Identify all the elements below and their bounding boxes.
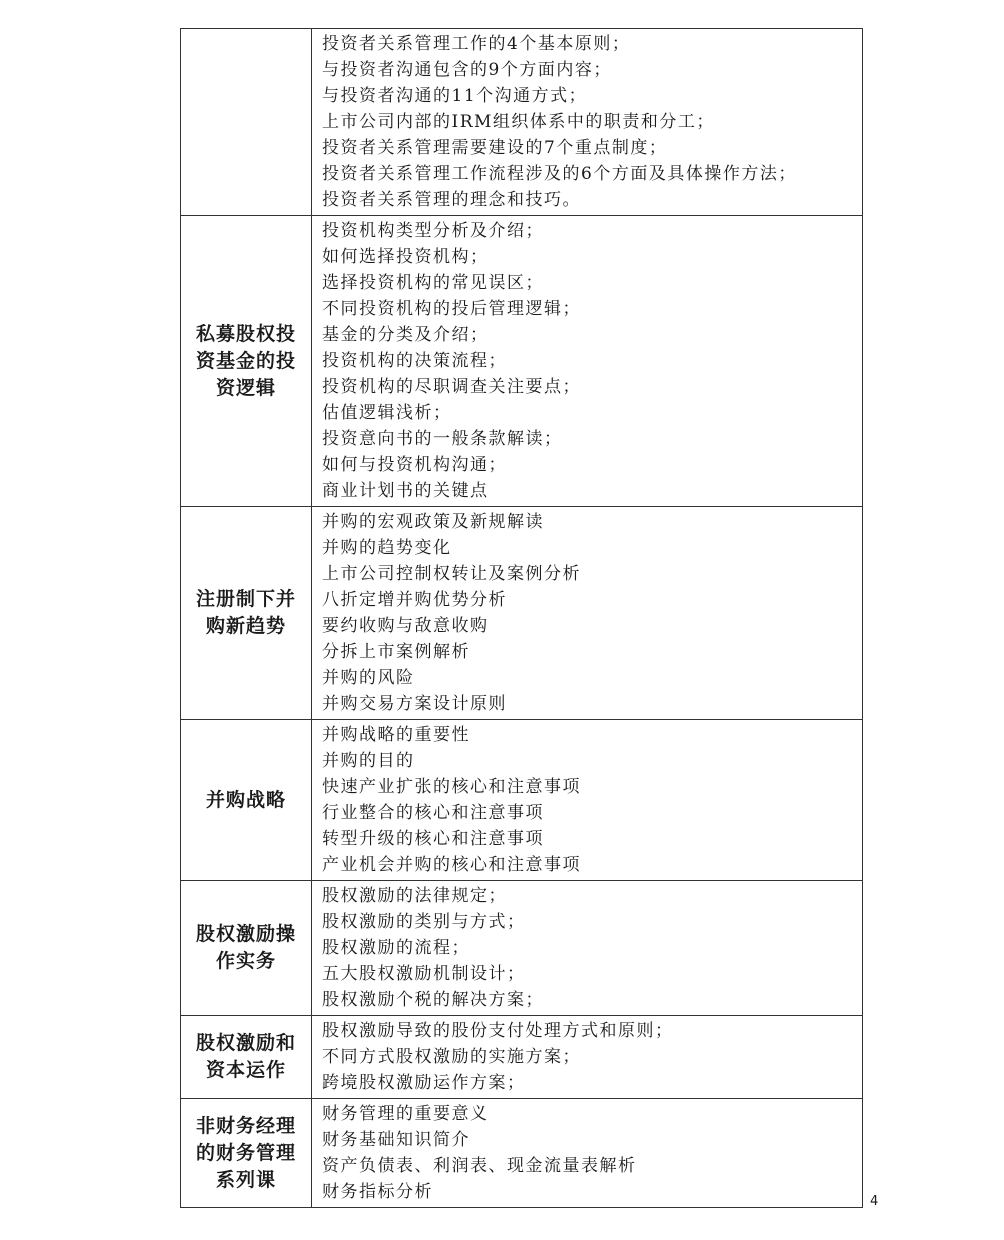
list-item: 产业机会并购的核心和注意事项 bbox=[322, 855, 581, 875]
items-cell bbox=[312, 1099, 863, 1208]
items-cell bbox=[312, 720, 863, 881]
list-item: 股权激励个税的解决方案； bbox=[322, 990, 544, 1010]
table-row bbox=[181, 1016, 863, 1099]
list-item: 上市公司内部的IRM组织体系中的职责和分工； bbox=[322, 112, 715, 132]
topic-label: 股权激励和资本运作 bbox=[196, 1032, 297, 1081]
list-item: 不同投资机构的投后管理逻辑； bbox=[322, 299, 581, 319]
list-item: 投资机构的尽职调查关注要点； bbox=[322, 377, 581, 397]
topic-cell bbox=[181, 216, 312, 507]
list-item: 如何与投资机构沟通； bbox=[322, 455, 507, 475]
list-item: 并购的目的 bbox=[322, 751, 415, 771]
list-item: 五大股权激励机制设计； bbox=[322, 964, 526, 984]
topic-cell bbox=[181, 507, 312, 720]
table-row bbox=[181, 720, 863, 881]
list-item: 并购的风险 bbox=[322, 668, 415, 688]
topic-cell bbox=[181, 1099, 312, 1208]
list-item: 如何选择投资机构； bbox=[322, 247, 489, 267]
list-item: 并购的宏观政策及新规解读 bbox=[322, 512, 544, 532]
list-item: 跨境股权激励运作方案； bbox=[322, 1073, 526, 1093]
list-item: 基金的分类及介绍； bbox=[322, 325, 489, 345]
list-item: 财务基础知识简介 bbox=[322, 1130, 470, 1150]
list-item: 资产负债表、利润表、现金流量表解析 bbox=[322, 1156, 637, 1176]
topic-cell bbox=[181, 720, 312, 881]
list-item: 选择投资机构的常见误区； bbox=[322, 273, 544, 293]
list-item: 投资者关系管理需要建设的7个重点制度； bbox=[322, 138, 668, 158]
topic-label: 并购战略 bbox=[205, 788, 286, 811]
table-row bbox=[181, 216, 863, 507]
list-item: 股权激励的流程； bbox=[322, 938, 470, 958]
topic-label: 注册制下并购新趋势 bbox=[196, 588, 297, 637]
list-item: 八折定增并购优势分析 bbox=[322, 590, 507, 610]
list-item: 股权激励的类别与方式； bbox=[322, 912, 526, 932]
topic-cell bbox=[181, 1016, 312, 1099]
list-item: 行业整合的核心和注意事项 bbox=[322, 803, 544, 823]
list-item: 投资机构的决策流程； bbox=[322, 351, 507, 371]
table-row bbox=[181, 881, 863, 1016]
items-cell bbox=[312, 216, 863, 507]
course-table bbox=[180, 28, 863, 1208]
list-item: 投资意向书的一般条款解读； bbox=[322, 429, 563, 449]
list-item: 股权激励的法律规定； bbox=[322, 886, 507, 906]
items-cell bbox=[312, 1016, 863, 1099]
topic-label: 私募股权投资基金的投资逻辑 bbox=[196, 322, 297, 399]
list-item: 要约收购与敌意收购 bbox=[322, 616, 489, 636]
table-row bbox=[181, 1099, 863, 1208]
list-item: 估值逻辑浅析； bbox=[322, 403, 452, 423]
list-item: 转型升级的核心和注意事项 bbox=[322, 829, 544, 849]
table-row bbox=[181, 507, 863, 720]
list-item: 投资者关系管理工作的4个基本原则； bbox=[322, 34, 631, 54]
list-item: 分拆上市案例解析 bbox=[322, 642, 470, 662]
topic-label: 非财务经理的财务管理系列课 bbox=[196, 1114, 297, 1191]
list-item: 财务管理的重要意义 bbox=[322, 1104, 489, 1124]
list-item: 并购的趋势变化 bbox=[322, 538, 452, 558]
topic-cell bbox=[181, 881, 312, 1016]
items-cell bbox=[312, 507, 863, 720]
page-number: 4 bbox=[870, 1194, 879, 1209]
topic-label: 股权激励操作实务 bbox=[196, 923, 297, 972]
list-item: 股权激励导致的股份支付处理方式和原则； bbox=[322, 1021, 674, 1041]
list-item: 并购战略的重要性 bbox=[322, 725, 470, 745]
list-item: 投资机构类型分析及介绍； bbox=[322, 221, 544, 241]
list-item: 上市公司控制权转让及案例分析 bbox=[322, 564, 581, 584]
table-row bbox=[181, 29, 863, 216]
list-item: 与投资者沟通的11个沟通方式； bbox=[322, 86, 588, 106]
list-item: 投资者关系管理的理念和技巧。 bbox=[322, 190, 581, 210]
list-item: 与投资者沟通包含的9个方面内容； bbox=[322, 60, 612, 80]
list-item: 并购交易方案设计原则 bbox=[322, 694, 507, 714]
list-item: 商业计划书的关键点 bbox=[322, 481, 489, 501]
topic-cell bbox=[181, 29, 312, 216]
items-cell bbox=[312, 29, 863, 216]
list-item: 不同方式股权激励的实施方案； bbox=[322, 1047, 581, 1067]
list-item: 快速产业扩张的核心和注意事项 bbox=[322, 777, 581, 797]
items-cell bbox=[312, 881, 863, 1016]
list-item: 财务指标分析 bbox=[322, 1182, 433, 1202]
list-item: 投资者关系管理工作流程涉及的6个方面及具体操作方法； bbox=[322, 164, 797, 184]
